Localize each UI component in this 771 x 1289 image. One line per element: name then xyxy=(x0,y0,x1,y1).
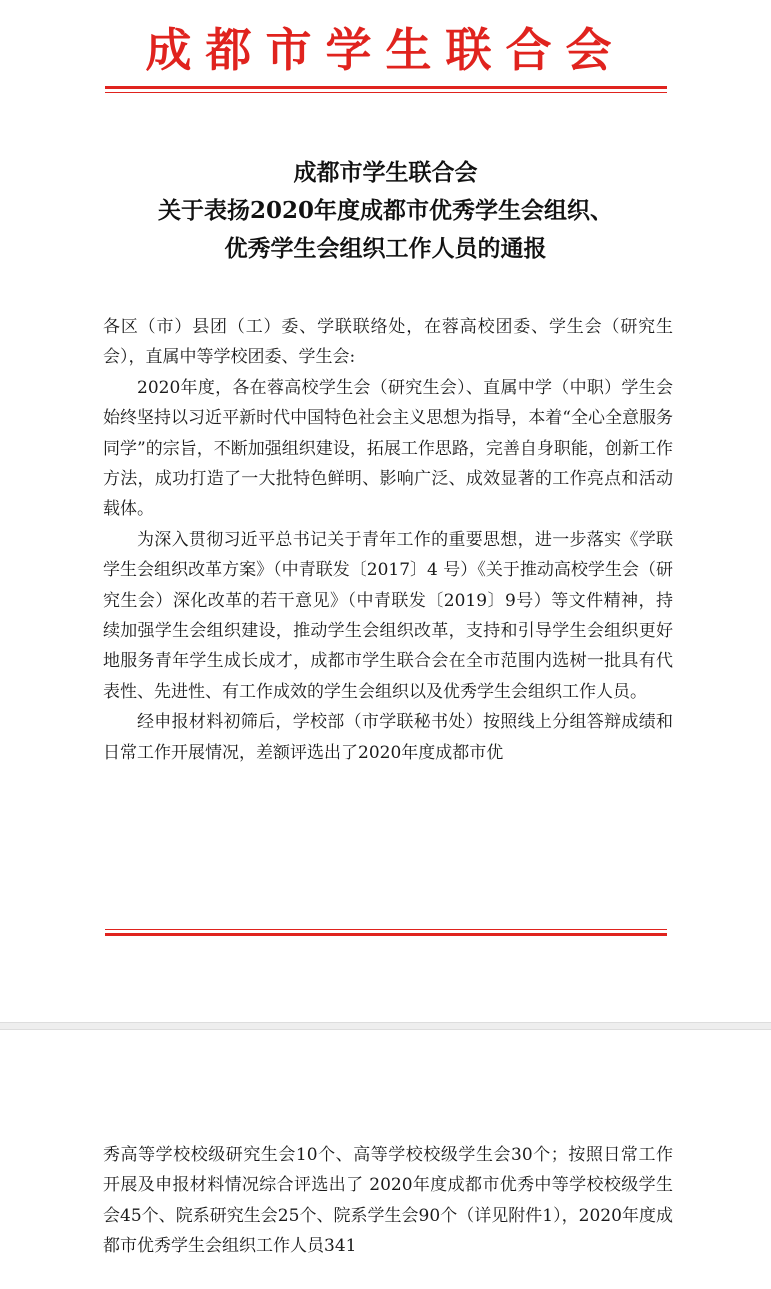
masthead-rule-thick xyxy=(105,86,667,89)
document-title xyxy=(0,154,771,268)
masthead-rule-thin xyxy=(105,92,667,93)
page-separator xyxy=(0,1022,771,1030)
paragraph-3-continued: 秀高等学校校级研究生会10个、高等学校校级学生会30个；按照日常工作开展及申报材料情况综合评选出了 2020年度成都市优秀中等学校校级学生会45个、院系研究生会25个、院系学生会90个（详见附件1），2020年度成都市优秀学生会组织工作人员341 xyxy=(103,1145,673,1257)
footer-rule-thin xyxy=(105,929,667,930)
masthead-title: 成都市学生联合会 xyxy=(145,23,626,77)
footer-rule-thick xyxy=(105,933,667,936)
title-line-2: 关于表扬2020年度成都市优秀学生会组织、 xyxy=(157,197,613,224)
paragraph-3: 经申报材料初筛后，学校部（市学联秘书处）按照线上分组答辩成绩和日常工作开展情况，差额评选出了2020年度成都市优 xyxy=(103,712,673,763)
paragraph-1: 2020年度，各在蓉高校学生会（研究生会）、直属中学（中职）学生会始终坚持以习近平新时代中国特色社会主义思想为指导，本着“全心全意服务同学”的宗旨，不断加强组织建设，拓展工作思路，完善自身职能，创新工作方法，成功打造了一大批特色鲜明、影响广泛、成效显著的工作亮点和活动载体。 xyxy=(103,377,673,520)
title-line-1: 成都市学生联合会 xyxy=(293,159,478,186)
document-body-continued xyxy=(103,1140,673,1262)
document-body xyxy=(103,312,673,768)
paragraph-2: 为深入贯彻习近平总书记关于青年工作的重要思想，进一步落实《学联学生会组织改革方案》（中青联发〔2017〕4 号）《关于推动高校学生会（研究生会）深化改革的若干意见》（中青联发〔2019〕9号）等文件精神，持续加强学生会组织建设，推动学生会组织改革，支持和引导学生会组织更好地服务青年学生成长成才，成都市学生联合会在全市范围内选树一批具有代表性、先进性、有工作成效的学生会组织以及优秀学生会组织工作人员。 xyxy=(103,529,673,702)
salutation: 各区（市）县团（工）委、学联联络处，在蓉高校团委、学生会（研究生会），直属中等学校团委、学生会: xyxy=(103,317,673,368)
document-page-2 xyxy=(0,1030,771,1289)
title-line-3: 优秀学生会组织工作人员的通报 xyxy=(224,235,547,262)
